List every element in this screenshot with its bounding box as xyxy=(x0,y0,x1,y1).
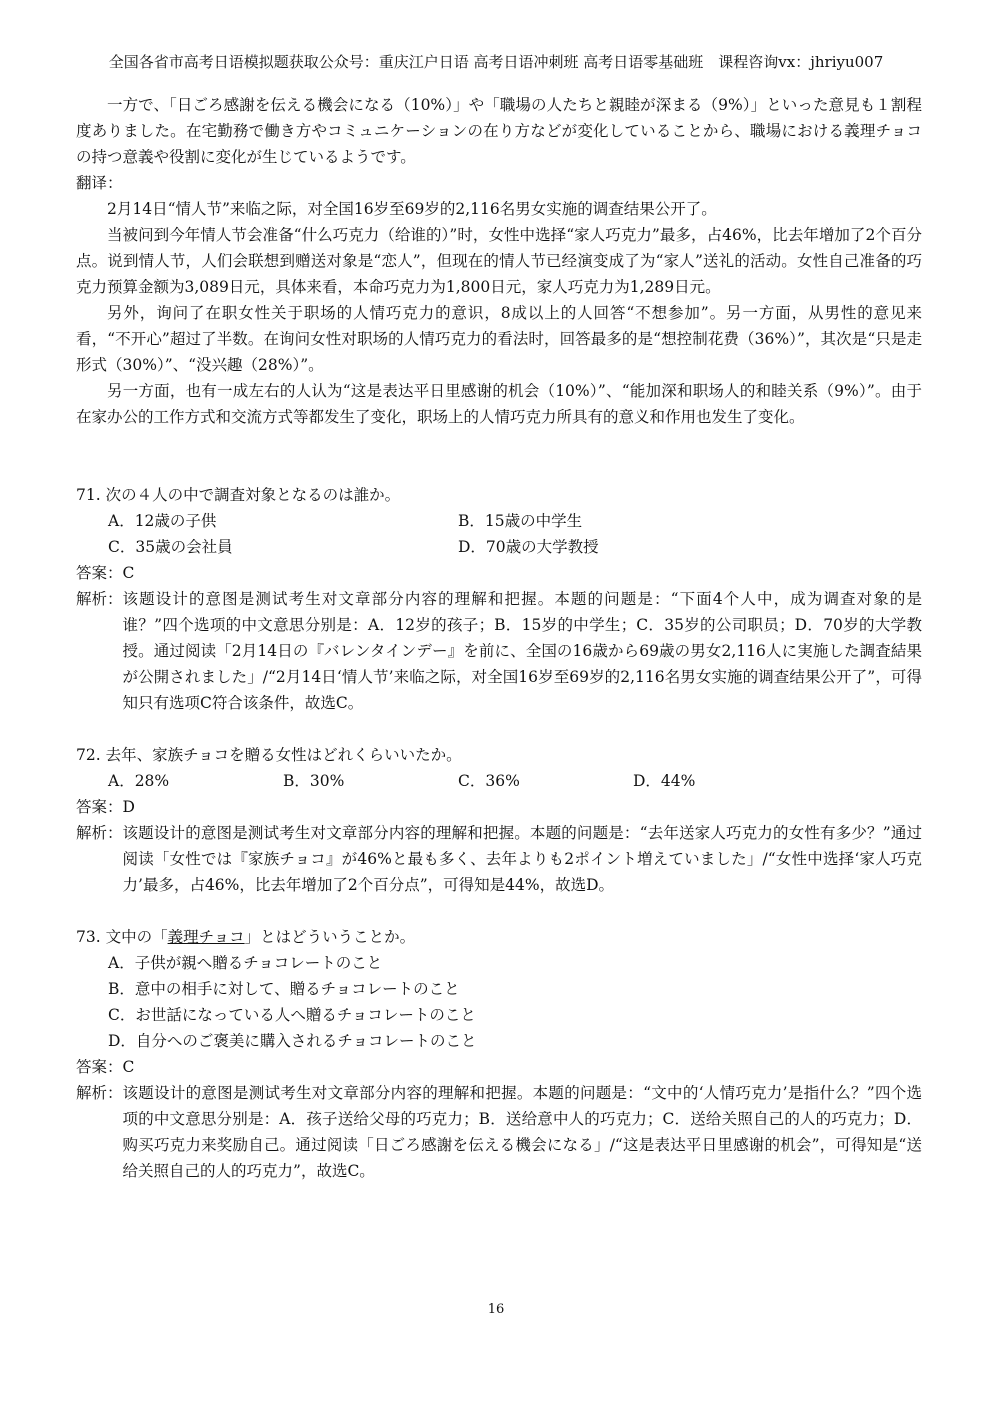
spacer xyxy=(76,898,922,924)
translation-label: 翻译： xyxy=(76,174,123,192)
option-a: A．子供が親へ贈るチョコレートのこと xyxy=(108,954,383,972)
spacer xyxy=(76,430,922,456)
answer-value: C xyxy=(122,1058,135,1076)
answer-label: 答案： xyxy=(76,564,123,582)
translation-paragraph-3: 另外，询问了在职女性关于职场的人情巧克力的意识，8成以上的人回答“不想参加”。另一方面，从男性的意见来看，“不开心”超过了半数。在询问女性对职场的人情巧克力的看法时，回答最多的是“想控制花费（36%）”，其次是“只是走形式（30%）”、“没兴趣（28%）”。 xyxy=(76,304,922,374)
question-text-post: 」とはどういうことか。 xyxy=(244,928,416,946)
page-content xyxy=(76,92,922,1184)
explanation-label: 解析： xyxy=(76,1084,123,1102)
question-73 xyxy=(76,924,922,1184)
option-b: B．15歳の中学生 xyxy=(458,512,583,530)
question-text: 72. 去年、家族チョコを贈る女性はどれくらいいたか。 xyxy=(76,746,462,764)
question-71 xyxy=(76,482,922,716)
options xyxy=(76,508,922,560)
explanation-label: 解析： xyxy=(76,824,123,842)
explanation-label: 解析： xyxy=(76,590,123,608)
option-b: B．30% xyxy=(283,772,345,790)
question-72 xyxy=(76,742,922,898)
spacer xyxy=(76,716,922,742)
explanation xyxy=(76,586,922,716)
translation-paragraph-1: 2月14日“情人节”来临之际，对全国16岁至69岁的2,116名男女实施的调查结果公开了。 xyxy=(107,200,717,218)
explanation-text: 该题设计的意图是测试考生对文章部分内容的理解和把握。本题的问题是：“文中的‘人情巧克力’是指什么？”四个选项的中文意思分别是：A．孩子送给父母的巧克力；B．送给意中人的巧克力；C．送给关照自己的人的巧克力；D．购买巧克力来奖励自己。通过阅读「日ごろ感謝を伝える機会になる」/“这是表达平日里感谢的机会”，可得知是“送给关照自己的人的巧克力”，故选C。 xyxy=(122,1084,922,1180)
option-a: A．28% xyxy=(108,772,170,790)
option-c: C．36% xyxy=(458,772,520,790)
options xyxy=(76,950,922,1054)
option-c: C．35歳の会社員 xyxy=(108,538,233,556)
answer-value: D xyxy=(122,798,135,816)
option-b: B．意中の相手に対して、贈るチョコレートのこと xyxy=(108,980,460,998)
page-number: 16 xyxy=(487,1302,505,1317)
spacer xyxy=(76,456,922,482)
answer-label: 答案： xyxy=(76,798,123,816)
explanation xyxy=(76,820,922,898)
translation-paragraph-4: 另一方面，也有一成左右的人认为“这是表达平日里感谢的机会（10%）”、“能加深和职场人的和睦关系（9%）”。由于在家办公的工作方式和交流方式等都发生了变化，职场上的人情巧克力所具有的意义和作用也发生了变化。 xyxy=(76,382,922,426)
option-d: D．70歳の大学教授 xyxy=(458,538,599,556)
passage-paragraph: 一方で、「日ごろ感謝を伝える機会になる（10%）」や「職場の人たちと親睦が深まる（9%）」といった意見も１割程度ありました。在宅勤務で働き方やコミュニケーションの在り方などが変化していることから、職場における義理チョコの持つ意義や役割に変化が生じているようです。 xyxy=(76,96,922,166)
answer-line xyxy=(76,794,922,820)
question-text: 71. 次の４人の中で調査対象となるのは誰か。 xyxy=(76,486,401,504)
options xyxy=(76,768,922,794)
answer-line xyxy=(76,560,922,586)
option-d: D．44% xyxy=(633,772,696,790)
option-d: D．自分へのご褒美に購入されるチョコレートのこと xyxy=(108,1032,477,1050)
explanation-text: 该题设计的意图是测试考生对文章部分内容的理解和把握。本题的问题是：“去年送家人巧克力的女性有多少？”通过阅读「女性では『家族チョコ』が46%と最も多く、去年よりも2ポイント増えていました」/“女性中选择‘家人巧克力’最多，占46%，比去年增加了2个百分点”，可得知是44%，故选D。 xyxy=(122,824,922,894)
option-a: A．12歳の子供 xyxy=(108,512,217,530)
explanation xyxy=(76,1080,922,1184)
answer-line xyxy=(76,1054,922,1080)
translation-paragraph-2: 当被问到今年情人节会准备“什么巧克力（给谁的）”时，女性中选择“家人巧克力”最多，占46%，比去年增加了2个百分点。说到情人节，人们会联想到赠送对象是“恋人”，但现在的情人节已经演变成了为“家人”送礼的活动。女性自己准备的巧克力预算金额为3,089日元，具体来看，本命巧克力为1,800日元，家人巧克力为1,289日元。 xyxy=(76,226,922,296)
explanation-text: 该题设计的意图是测试考生对文章部分内容的理解和把握。本题的问题是：“下面4个人中，成为调查对象的是谁？”四个选项的中文意思分别是：A．12岁的孩子；B．15岁的中学生；C．35岁的公司职员；D．70岁的大学教授。通过阅读「2月14日の『バレンタインデー』を前に、全国の16歳から69歳の男女2,116人に実施した調査結果が公開されました」/“2月14日‘情人节’来临之际，对全国16岁至69岁的2,116名男女实施的调查结果公开了”，可得知只有选项C符合该条件，故选C。 xyxy=(122,590,922,712)
answer-value: C xyxy=(122,564,135,582)
answer-label: 答案： xyxy=(76,1058,123,1076)
underlined-term: 義理チョコ xyxy=(167,928,245,946)
option-c: C．お世話になっている人へ贈るチョコレートのこと xyxy=(108,1006,476,1024)
page-header: 全国各省市高考日语模拟题获取公众号：重庆江户日语 高考日语冲刺班 高考日语零基础班 课程咨询vx：jhriyu007 xyxy=(108,53,884,71)
question-text-pre: 73. 文中の「 xyxy=(76,928,168,946)
question-text xyxy=(76,924,922,950)
